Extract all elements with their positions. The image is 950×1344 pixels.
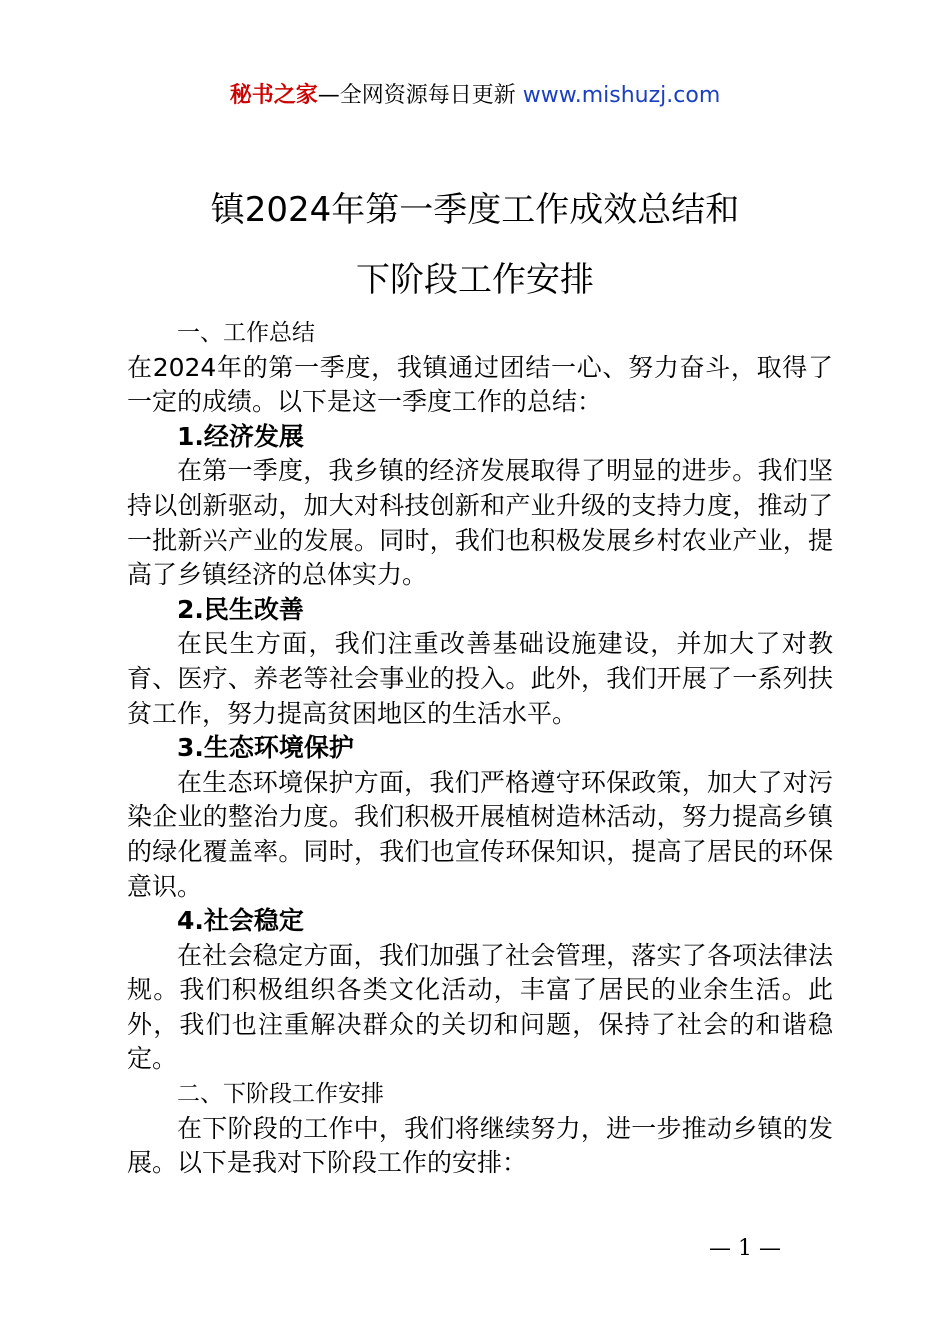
site-header [0,80,950,112]
header-slogan: —全网资源每日更新 [317,83,516,108]
brand-name: 秘书之家 [229,83,318,108]
intro-paragraph: 在2024年的第一季度，我镇通过团结一心、努力奋斗，取得了一定的成绩。以下是这一季度工作的总结： [127,352,833,417]
paragraph-ecology: 在生态环境保护方面，我们严格遵守环保政策，加大了对污染企业的整治力度。我们积极开展植树造林活动，努力提高乡镇的绿化覆盖率。同时，我们也宣传环保知识，提高了居民的环保意识。 [127,767,833,901]
document-body [127,316,833,1181]
section-heading-plan: 二、下阶段工作安排 [177,1081,384,1108]
paragraph-stability: 在社会稳定方面，我们加强了社会管理，落实了各项法律法规。我们积极组织各类文化活动，丰富了居民的业余生活。此外，我们也注重解决群众的关切和问题，保持了社会的和谐稳定。 [127,940,833,1074]
subheading-livelihood: 2.民生改善 [177,594,304,624]
page-number: — 1 — [709,1236,781,1261]
subheading-economy: 1.经济发展 [177,421,304,451]
paragraph-plan: 在下阶段的工作中，我们将继续努力，进一步推动乡镇的发展。以下是我对下阶段工作的安排： [127,1113,833,1178]
paragraph-economy: 在第一季度，我乡镇的经济发展取得了明显的进步。我们坚持以创新驱动，加大对科技创新和产业升级的支持力度，推动了一批新兴产业的发展。同时，我们也积极发展乡村农业产业，提高了乡镇经济的总体实力。 [127,456,833,590]
paragraph-livelihood: 在民生方面，我们注重改善基础设施建设，并加大了对教育、医疗、养老等社会事业的投入。此外，我们开展了一系列扶贫工作，努力提高贫困地区的生活水平。 [127,629,833,728]
document-title-line-2: 下阶段工作安排 [356,260,594,300]
website-url[interactable]: www.mishuzj.com [522,83,721,108]
subheading-ecology: 3.生态环境保护 [177,733,354,763]
subheading-stability: 4.社会稳定 [177,906,304,936]
section-heading-summary: 一、工作总结 [177,320,315,346]
document-title-line-1: 镇2024年第一季度工作成效总结和 [210,190,740,230]
